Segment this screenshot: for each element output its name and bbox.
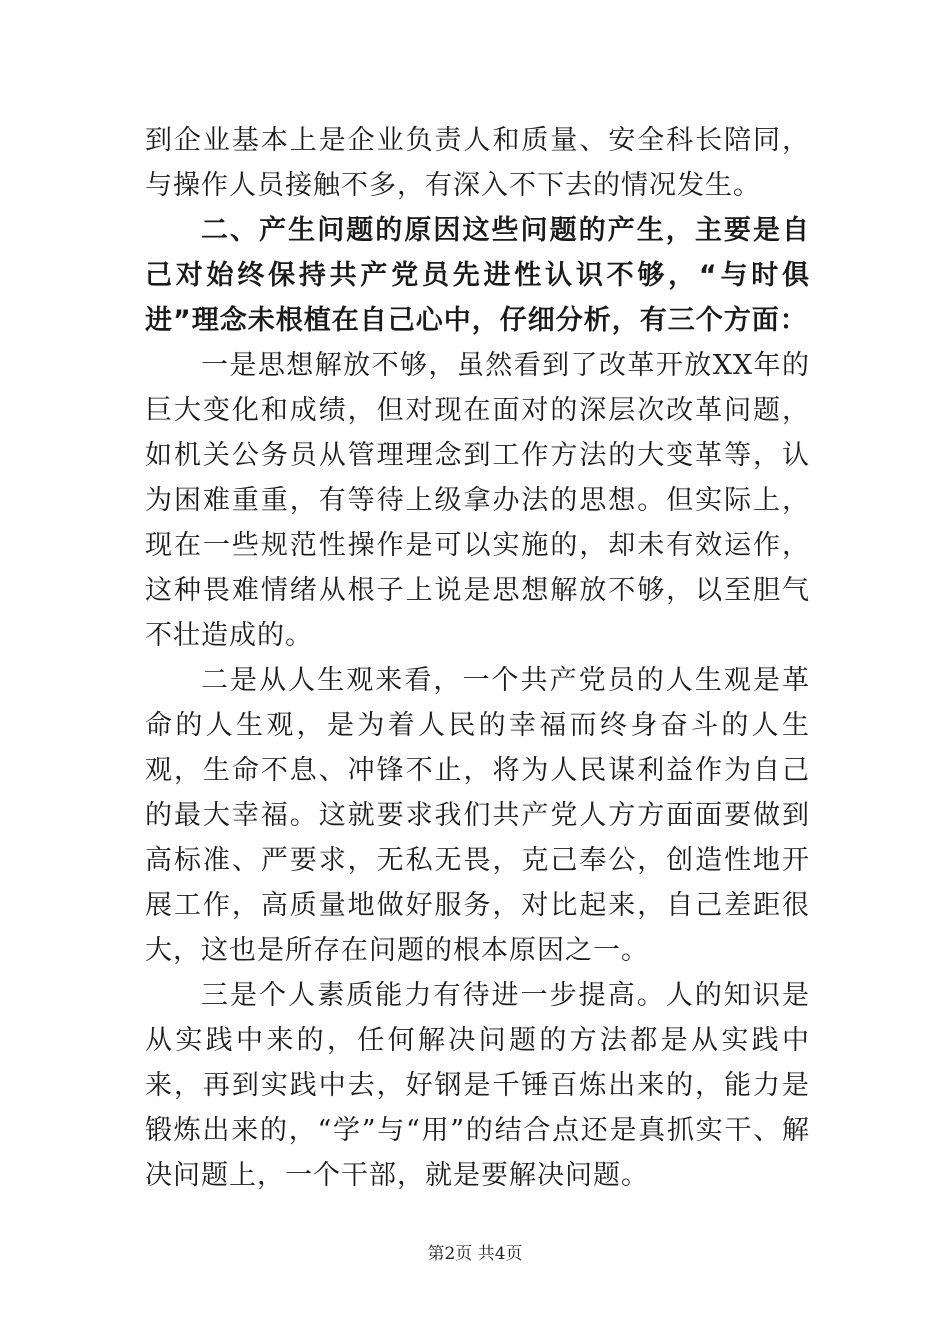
section-heading-causes: 二、产生问题的原因这些问题的产生，主要是自己对始终保持共产党员先进性认识不够，“与时俱进”理念未根植在自己心中，仔细分析，有三个方面： bbox=[145, 215, 810, 336]
page-footer: 第2页 共4页 bbox=[427, 1244, 523, 1264]
paragraph-point-two: 二是从人生观来看，一个共产党员的人生观是革命的人生观，是为着人民的幸福而终身奋斗的人生观，生命不息、冲锋不止，将为人民谋利益作为自己的最大幸福。这就要求我们共产党人方方面面要做到高标准、严要求，无私无畏，克己奉公，创造性地开展工作，高质量地做好服务，对比起来，自己差距很大，这也是所存在问题的根本原因之一。 bbox=[145, 665, 810, 966]
paragraph-continuation: 到企业基本上是企业负责人和质量、安全科长陪同，与操作人员接触不多，有深入不下去的情况发生。 bbox=[145, 125, 810, 201]
paragraph-point-three: 三是个人素质能力有待进一步提高。人的知识是从实践中来的，任何解决问题的方法都是从实践中来，再到实践中去，好钢是千锤百炼出来的，能力是锻炼出来的，“学”与“用”的结合点还是真抓实干、解决问题上，一个干部，就是要解决问题。 bbox=[145, 980, 810, 1191]
document-body bbox=[145, 118, 810, 1198]
paragraph-point-one: 一是思想解放不够，虽然看到了改革开放XX年的巨大变化和成绩，但对现在面对的深层次改革问题，如机关公务员从管理理念到工作方法的大变革等，认为困难重重，有等待上级拿办法的思想。但实际上，现在一些规范性操作是可以实施的，却未有效运作，这种畏难情绪从根子上说是思想解放不够，以至胆气不壮造成的。 bbox=[145, 350, 810, 651]
